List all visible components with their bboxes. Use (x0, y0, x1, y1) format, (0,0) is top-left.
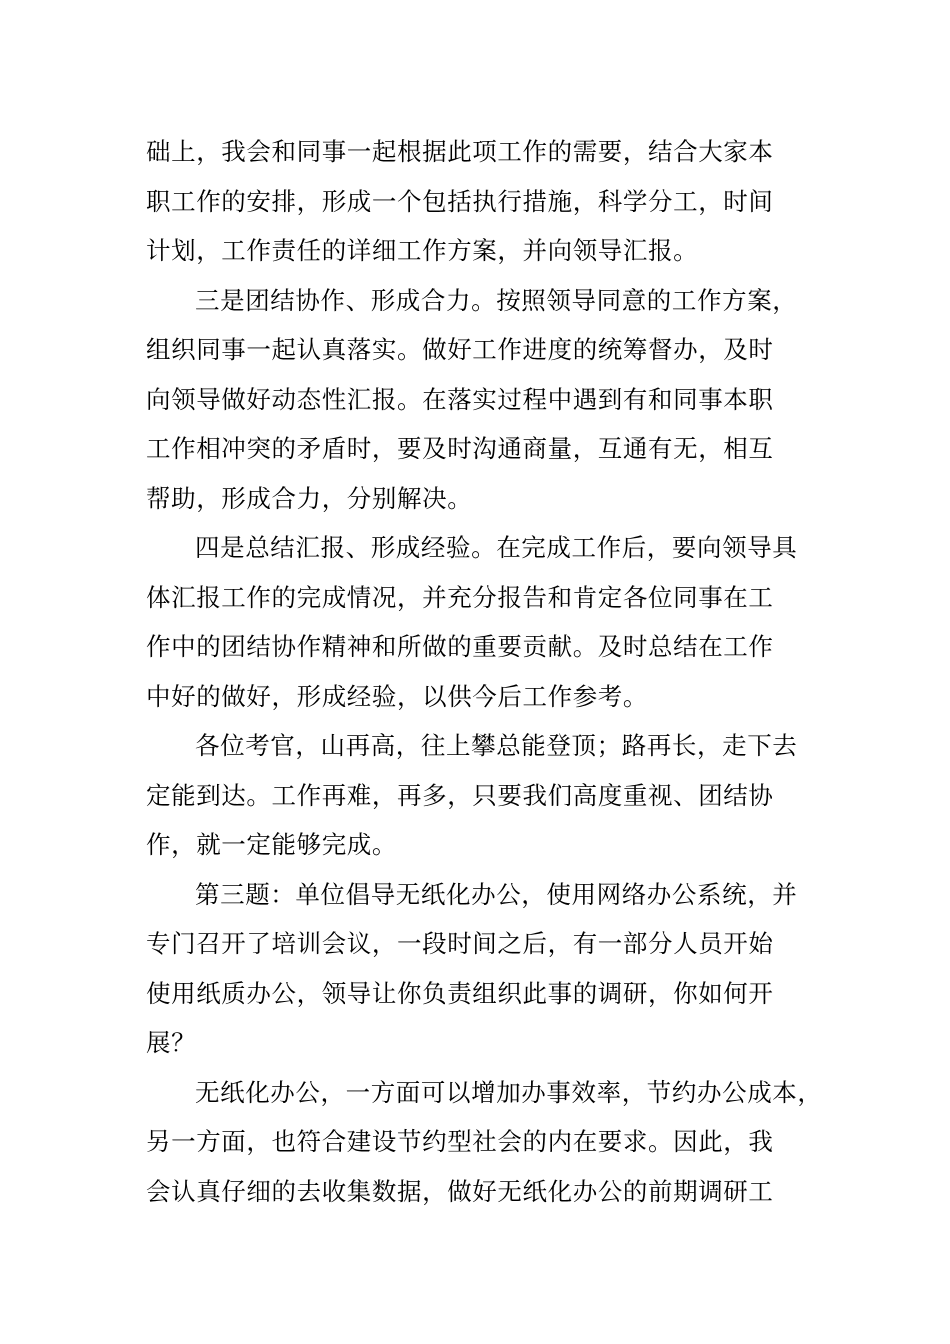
text-line: 专门召开了培训会议，一段时间之后，有一部分人员开始 (146, 929, 774, 958)
text-line: 作，就一定能够完成。 (146, 830, 397, 859)
text-line: 础上，我会和同事一起根据此项工作的需要，结合大家本 (146, 137, 774, 166)
text-line: 向领导做好动态性汇报。在落实过程中遇到有和同事本职 (146, 384, 774, 414)
text-line: 计划，工作责任的详细工作方案，并向领导汇报。 (146, 236, 699, 265)
paragraph-start-line: 四是总结汇报、形成经验。在完成工作后，要向领导具 (195, 533, 798, 562)
text-line: 定能到达。工作再难，再多，只要我们高度重视、团结协 (146, 780, 774, 810)
question-title-line: 第三题：单位倡导无纸化办公，使用网络办公系统，并 (195, 879, 798, 909)
text-line: 作中的团结协作精神和所做的重要贡献。及时总结在工作 (146, 632, 774, 661)
text-line: 会认真仔细的去收集数据，做好无纸化办公的前期调研工 (146, 1176, 774, 1206)
text-line: 职工作的安排，形成一个包括执行措施，科学分工，时间 (146, 186, 774, 216)
paragraph-start-line: 无纸化办公，一方面可以增加办事效率，节约办公成本， (195, 1077, 823, 1107)
text-line: 帮助，形成合力，分别解决。 (146, 483, 473, 513)
text-line: 另一方面，也符合建设节约型社会的内在要求。因此，我 (146, 1127, 774, 1156)
text-line: 展？ (146, 1028, 197, 1057)
body-text (146, 127, 826, 1216)
paragraph-start-line: 各位考官，山再高，往上攀总能登顶；路再长，走下去 (195, 731, 798, 760)
text-line: 工作相冲突的矛盾时，要及时沟通商量，互通有无，相互 (146, 434, 774, 463)
text-line: 组织同事一起认真落实。做好工作进度的统筹督办，及时 (146, 335, 774, 364)
paragraph-start-line: 三是团结协作、形成合力。按照领导同意的工作方案， (195, 285, 798, 315)
text-line: 中好的做好，形成经验，以供今后工作参考。 (146, 681, 648, 711)
text-line: 体汇报工作的完成情况，并充分报告和肯定各位同事在工 (146, 582, 774, 612)
text-line: 使用纸质办公，领导让你负责组织此事的调研，你如何开 (146, 978, 774, 1008)
